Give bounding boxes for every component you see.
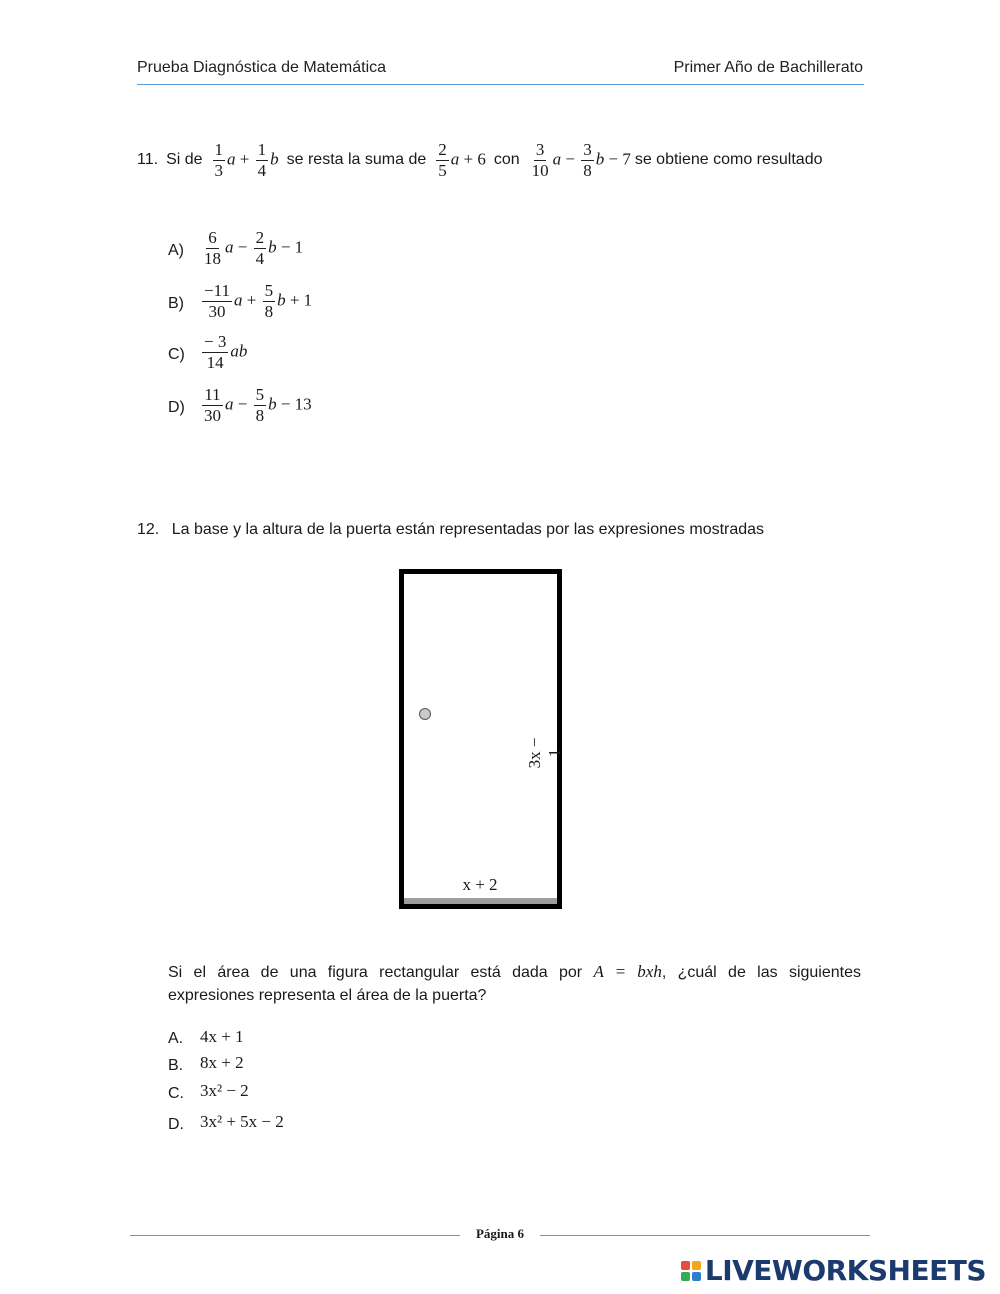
q11-option-c-label: C) bbox=[168, 346, 185, 363]
q11-text-1: Si de bbox=[166, 151, 203, 168]
q11-number: 11. bbox=[137, 151, 159, 168]
q12-option-c-label: C. bbox=[168, 1085, 184, 1102]
q12-prompt: La base y la altura de la puerta están representadas por las expresiones mostradas bbox=[171, 521, 765, 538]
footer-rule-left bbox=[130, 1235, 460, 1236]
footer-rule-right bbox=[540, 1235, 870, 1236]
header-right: Primer Año de Bachillerato bbox=[673, 59, 863, 76]
q12-option-b-label: B. bbox=[168, 1057, 184, 1074]
q11-option-a[interactable]: $\frac{6}{18}$ a − $\frac{2}{4}$ b − 1 bbox=[204, 228, 304, 268]
header-left: Prueba Diagnóstica de Matemática bbox=[137, 59, 387, 76]
area-text-1: Si el área de una figura rectangular está dada por bbox=[168, 964, 583, 981]
q12-option-a[interactable]: 4x + 1 bbox=[200, 1027, 244, 1046]
q11-text-4: se obtiene como resultado bbox=[634, 151, 823, 168]
door-base-label: x + 2 bbox=[462, 875, 498, 894]
question-12 bbox=[137, 521, 764, 539]
q12-option-b[interactable]: 8x + 2 bbox=[200, 1053, 244, 1072]
q12-number: 12. bbox=[137, 521, 160, 538]
logo-mark-icon bbox=[681, 1261, 701, 1281]
q11-option-b-label: B) bbox=[168, 295, 184, 312]
q11-expr-2: $\frac{2}{5}$ a + 6 bbox=[438, 139, 486, 180]
q11-text-2: se resta la suma de bbox=[286, 151, 427, 168]
logo-wordmark: LIVEWORKSHEETS bbox=[704, 1254, 986, 1287]
door-threshold bbox=[404, 898, 557, 904]
q12-option-d[interactable]: 3x² + 5x − 2 bbox=[200, 1112, 284, 1131]
page-number: Página 6 bbox=[475, 1226, 525, 1241]
q11-option-d[interactable]: $\frac{11}{30}$ a − $\frac{5}{8}$ b − 13 bbox=[204, 385, 312, 425]
area-paragraph-line-1 bbox=[168, 962, 861, 982]
q12-option-d-label: D. bbox=[168, 1116, 184, 1133]
door-height-label: 3x − 1 bbox=[525, 737, 564, 769]
door-knob bbox=[419, 708, 431, 720]
q11-expr-1: $\frac{1}{3}$ a + $\frac{1}{4}$ b bbox=[214, 139, 279, 180]
header-rule bbox=[137, 84, 864, 85]
area-paragraph-line-2: expresiones representa el área de la puerta? bbox=[168, 987, 487, 1004]
q11-expr-3: $\frac{3}{10}$ a − $\frac{3}{8}$ b − 7 bbox=[531, 139, 631, 180]
area-formula: A = bxh bbox=[593, 962, 662, 981]
q11-option-c[interactable]: $\frac{- 3}{14}$ ab bbox=[204, 332, 248, 372]
question-11 bbox=[137, 134, 823, 186]
q11-option-d-label: D) bbox=[168, 399, 185, 416]
liveworksheets-logo[interactable] bbox=[681, 1254, 986, 1287]
q11-option-b[interactable]: $\frac{-11}{30}$ a + $\frac{5}{8}$ b + 1 bbox=[204, 281, 313, 321]
q11-option-a-label: A) bbox=[168, 242, 184, 259]
q12-option-c[interactable]: 3x² − 2 bbox=[200, 1081, 249, 1100]
q11-text-3: con bbox=[493, 151, 520, 168]
area-text-2: , ¿cuál de las siguientes bbox=[661, 964, 861, 981]
q12-option-a-label: A. bbox=[168, 1030, 184, 1047]
